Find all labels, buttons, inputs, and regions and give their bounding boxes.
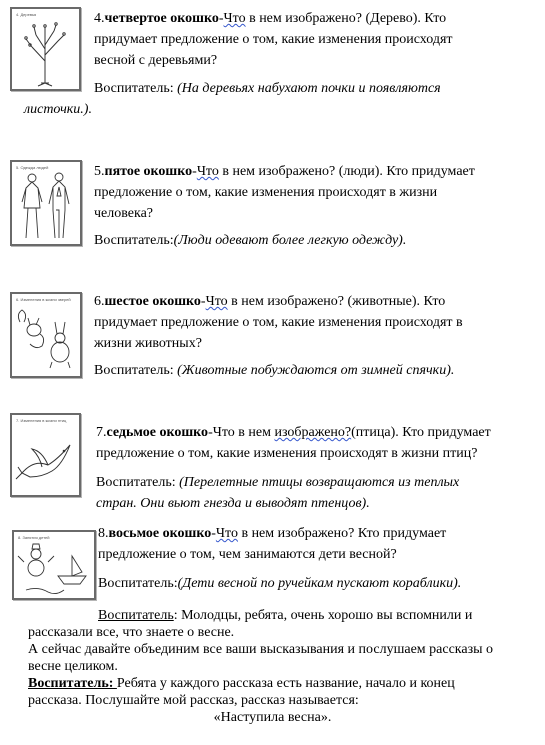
item-question-line: жизни животных?: [94, 336, 202, 351]
picture-animals: [10, 292, 82, 378]
closing-line: Воспитатель: Молодцы, ребята, очень хорошо вы вспомнили и: [98, 608, 473, 623]
item-question-line: предложение о том, какие изменения происходят в жизни: [94, 185, 438, 200]
item-question: 7.седьмое окошко-Что в нем изображено?(птица). Кто придумает: [96, 425, 491, 440]
item-question-line: весной с деревьями?: [94, 53, 218, 68]
picture-tree: [10, 7, 81, 91]
closing-line: Воспитатель: Ребята у каждого рассказа есть название, начало и конец: [28, 676, 455, 691]
snowman-boat-icon: [14, 532, 94, 598]
picture-bird: [10, 413, 81, 497]
teacher-label: Воспитатель: [98, 608, 174, 623]
people-icon: [12, 162, 80, 244]
item-question-line: человека?: [94, 206, 154, 221]
item-question-line: придумает предложение о том, какие изменения происходят: [94, 32, 453, 47]
teacher-answer-line: стран. Они вьют гнезда и выводят птенцов).: [96, 496, 370, 511]
item-question-line: предложение о том, какие изменения происходят в жизни птиц?: [96, 446, 478, 461]
tree-icon: [12, 9, 79, 89]
window-title: восьмое окошко: [108, 526, 212, 541]
picture-kids-activities: [12, 530, 96, 600]
picture-caption: 7. Изменения в жизни птиц: [16, 418, 67, 423]
bird-icon: [12, 415, 79, 495]
closing-line: рассказа. Послушайте мой рассказ, рассказ называется:: [28, 693, 359, 708]
picture-caption: 6. Изменения в жизни зверей: [16, 297, 71, 302]
window-title: седьмое окошко: [106, 425, 209, 440]
teacher-answer: Воспитатель:(Люди одевают более легкую одежду).: [94, 233, 407, 248]
story-title: «Наступила весна».: [213, 710, 332, 725]
window-title: пятое окошко: [104, 164, 193, 179]
picture-people: [10, 160, 82, 246]
closing-line: рассказали все, что знаете о весне.: [28, 625, 235, 640]
item-question: 5.пятое окошко-Что в нем изображено? (люди). Кто придумает: [94, 164, 475, 179]
window-title: шестое окошко: [104, 294, 201, 309]
teacher-label: Воспитатель:: [28, 676, 117, 691]
closing-line: весне целиком.: [28, 659, 118, 674]
teacher-answer: Воспитатель: (На деревьях набухают почки и появляются: [94, 81, 441, 96]
teacher-answer-line: листочки.).: [24, 102, 92, 117]
picture-caption: 4. Деревья: [16, 12, 37, 17]
picture-caption: 8. Занятия детей: [18, 535, 50, 540]
teacher-answer: Воспитатель: (Перелетные птицы возвращаются из теплых: [96, 475, 460, 490]
item-question-line: предложение о том, чем занимаются дети весной?: [98, 547, 397, 562]
teacher-answer: Воспитатель:(Дети весной по ручейкам пускают кораблики).: [98, 576, 462, 591]
teacher-answer: Воспитатель: (Животные побуждаются от зимней спячки).: [94, 363, 455, 378]
item-question: 4.четвертое окошко-Что в нем изображено? (Дерево). Кто: [94, 11, 447, 26]
window-title: четвертое окошко: [104, 11, 219, 26]
item-question-line: придумает предложение о том, какие изменения происходят в: [94, 315, 463, 330]
closing-line: А сейчас давайте объединим все ваши высказывания и послушаем рассказы о: [28, 642, 494, 657]
item-question: 6.шестое окошко-Что в нем изображено? (животные). Кто: [94, 294, 446, 309]
animals-icon: [12, 294, 80, 376]
item-question: 8.восьмое окошко-Что в нем изображено? Кто придумает: [98, 526, 447, 541]
picture-caption: 5. Одежда людей: [16, 165, 49, 170]
